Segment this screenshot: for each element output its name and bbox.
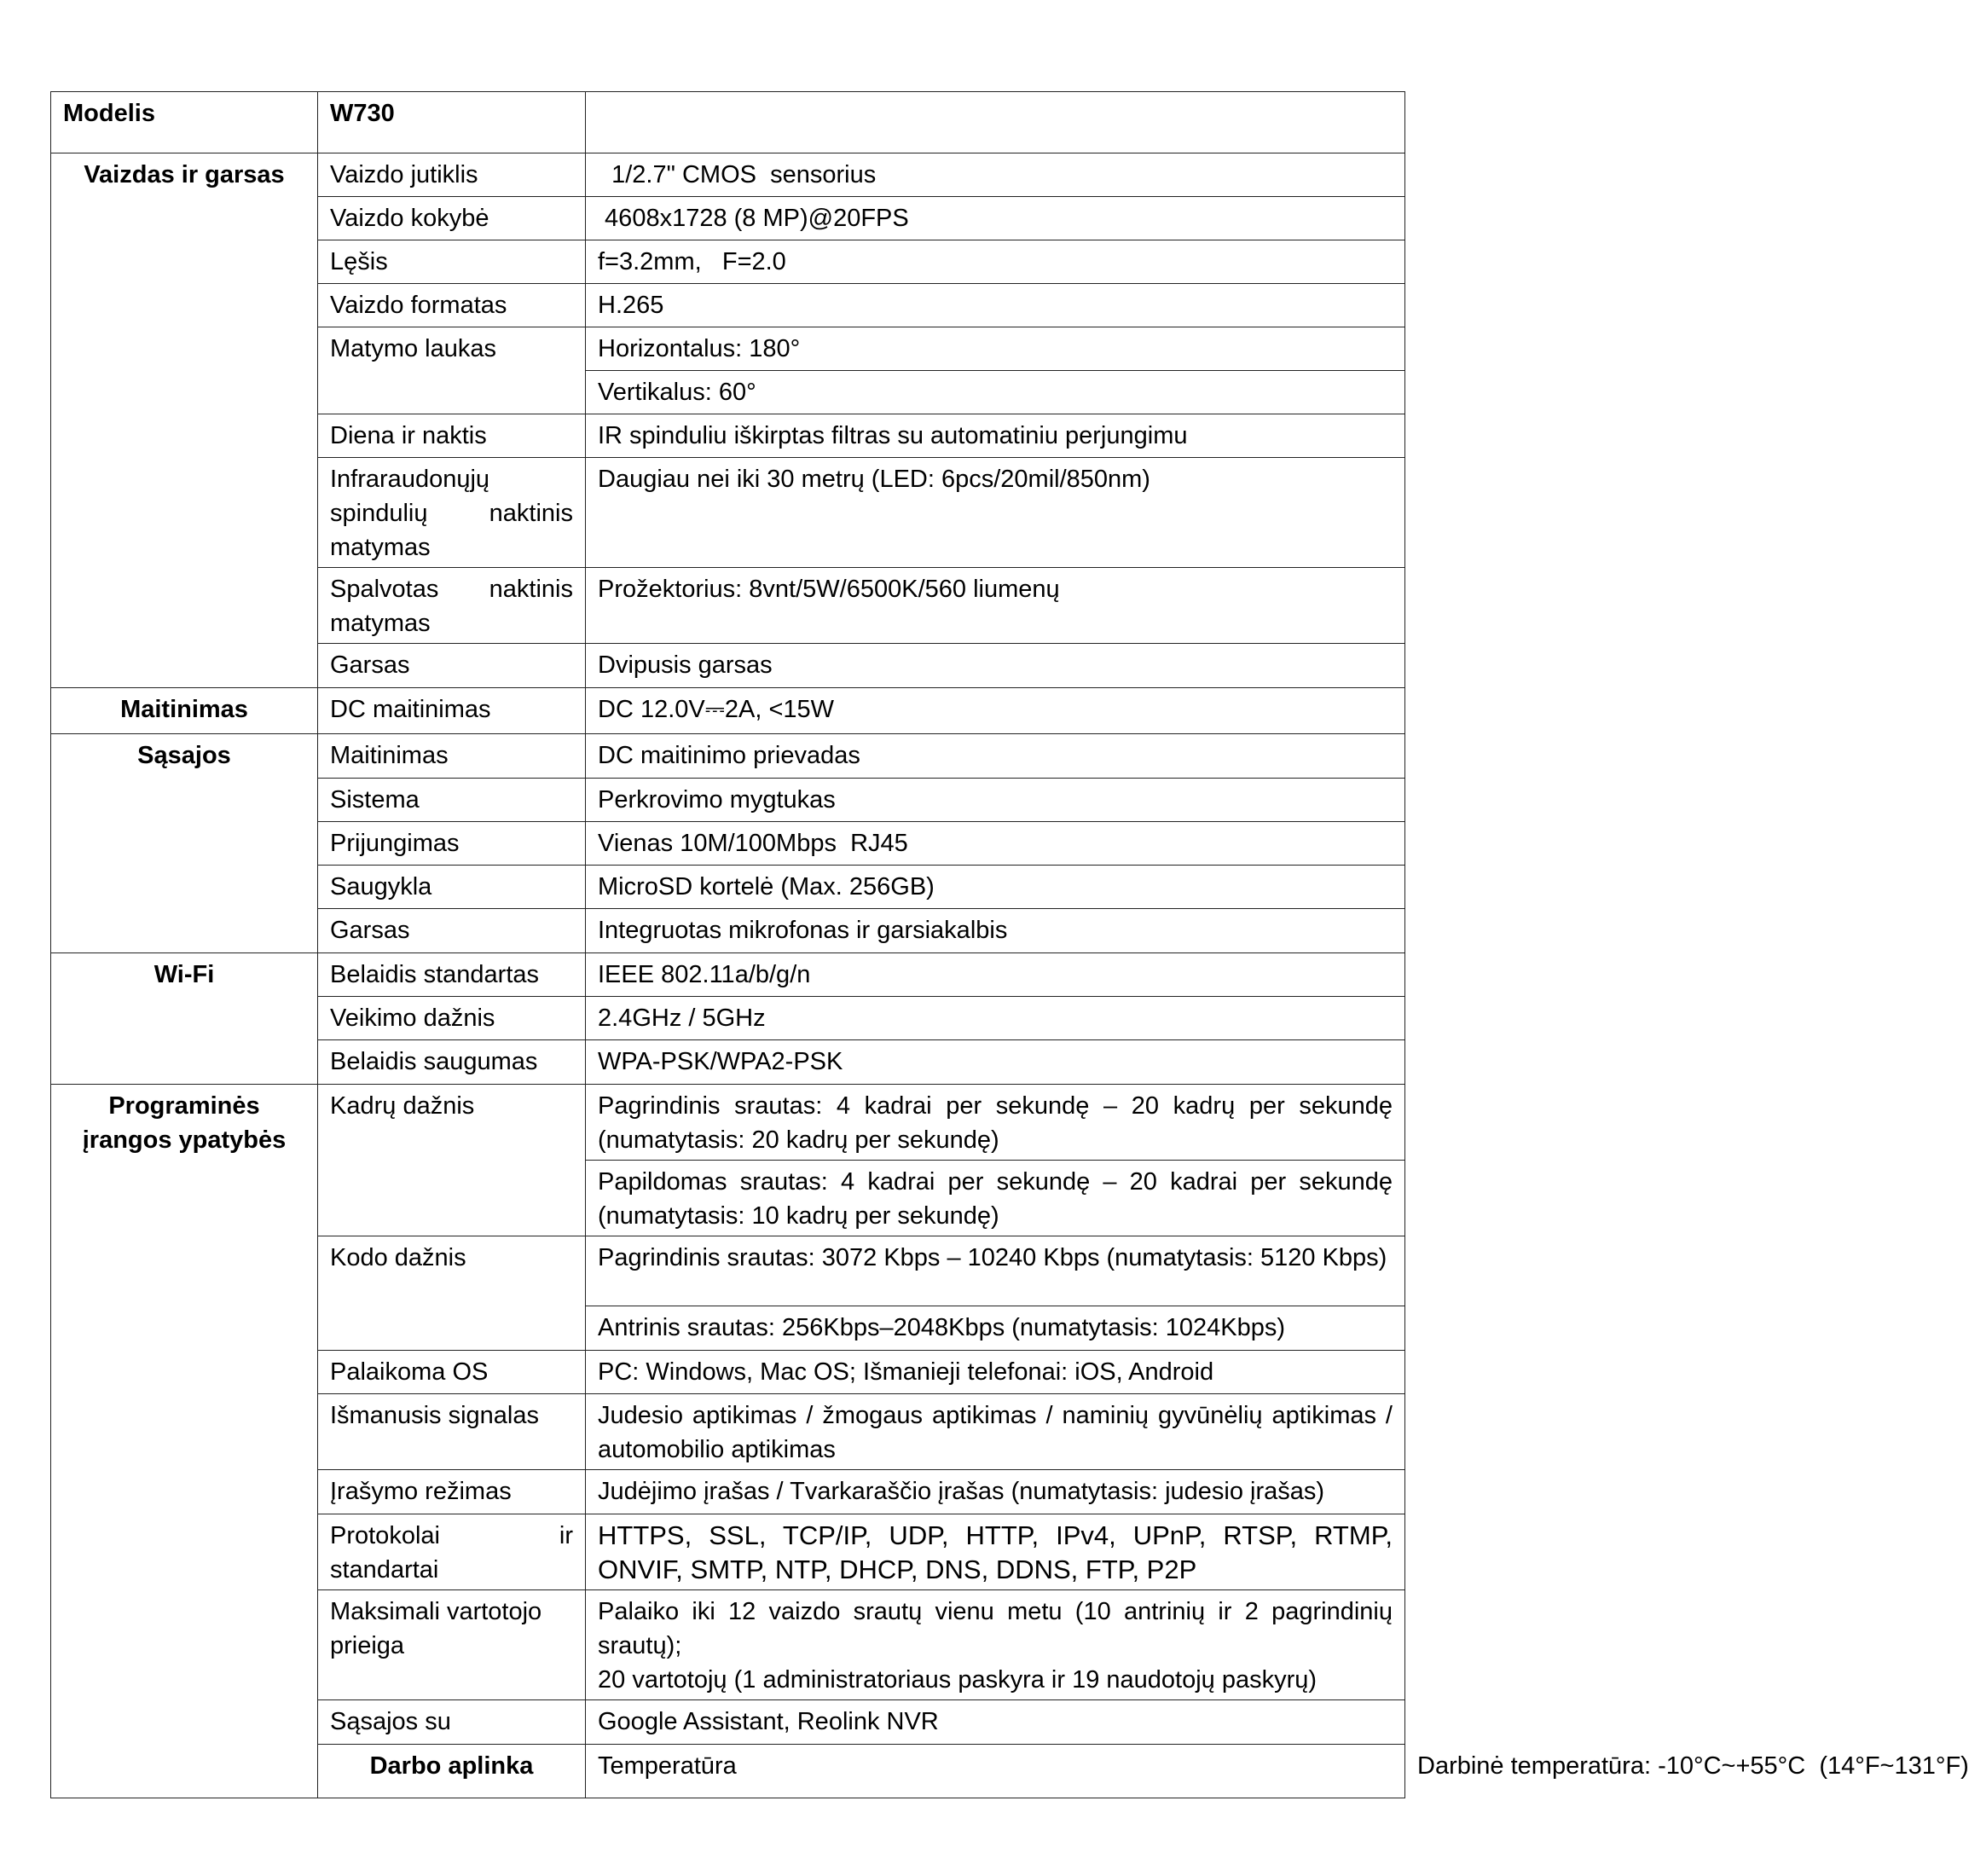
- spec-label: Palaikoma OS: [318, 1351, 586, 1394]
- spec-value: Pagrindinis srautas: 3072 Kbps – 10240 Kbps (numatytasis: 5120 Kbps): [586, 1236, 1405, 1306]
- spec-table: [50, 91, 1969, 1798]
- spec-value: HTTPS, SSL, TCP/IP, UDP, HTTP, IPv4, UPnP, RTSP, RTMP, ONVIF, SMTP, NTP, DHCP, DNS, DDNS, FTP, P2P: [586, 1514, 1405, 1590]
- spec-label: Sistema: [318, 779, 586, 822]
- spec-value-line2: 20 vartotojų (1 administratoriaus paskyra ir 19 naudotojų paskyrų): [598, 1666, 1317, 1694]
- spec-value: Google Assistant, Reolink NVR: [586, 1700, 1405, 1745]
- category-software-line2: įrangos ypatybės: [82, 1126, 287, 1154]
- category-environment: Darbo aplinka: [318, 1745, 586, 1798]
- spec-value: Dvipusis garsas: [586, 644, 1405, 688]
- spec-value: 1/2.7" CMOS sensorius: [586, 153, 1405, 197]
- spec-value: Antrinis srautas: 256Kbps–2048Kbps (numatytasis: 1024Kbps): [586, 1306, 1405, 1351]
- category-software-line1: Programinės: [108, 1092, 260, 1120]
- spec-label: Vaizdo kokybė: [318, 197, 586, 240]
- spec-value-line1: Palaiko iki 12 vaizdo srautų vienu metu (10 antrinių ir 2 pagrindinių srautų);: [598, 1598, 1393, 1659]
- spec-value: H.265: [586, 284, 1405, 327]
- spec-value: f=3.2mm, F=2.0: [586, 240, 1405, 284]
- category-video: Vaizdas ir garsas: [51, 153, 318, 688]
- spec-value: Horizontalus: 180°: [586, 327, 1405, 371]
- spec-label: Prijungimas: [318, 822, 586, 866]
- spec-label: Maitinimas: [318, 734, 586, 779]
- spec-label: Belaidis standartas: [318, 953, 586, 997]
- spec-value: Judėjimo įrašas / Tvarkaraščio įrašas (numatytasis: judesio įrašas): [586, 1470, 1405, 1514]
- spec-label: Saugykla: [318, 866, 586, 909]
- table-row: [51, 734, 1405, 779]
- spec-label: Garsas: [318, 644, 586, 688]
- spec-value: Pagrindinis srautas: 4 kadrai per sekundę – 20 kadrų per sekundę (numatytasis: 20 kadrų per sekundę): [586, 1085, 1405, 1161]
- spec-value: Perkrovimo mygtukas: [586, 779, 1405, 822]
- table-row: [51, 1085, 1405, 1161]
- spec-label: Protokolai ir standartai: [318, 1514, 586, 1590]
- spec-value: DC 12.0V⎓2A, <15W: [586, 688, 1405, 734]
- table-row: [51, 153, 1405, 197]
- spec-label: Sąsajos su: [318, 1700, 586, 1745]
- spec-value: PC: Windows, Mac OS; Išmanieji telefonai: iOS, Android: [586, 1351, 1405, 1394]
- spec-label: Infraraudonųjų spindulių naktinis matymas: [318, 458, 586, 568]
- spec-value: [586, 1590, 1405, 1700]
- spec-label: Temperatūra: [586, 1745, 1405, 1798]
- spec-label: Vaizdo jutiklis: [318, 153, 586, 197]
- spec-label: Garsas: [318, 909, 586, 953]
- spec-label: Įrašymo režimas: [318, 1470, 586, 1514]
- model-extra: [586, 92, 1405, 153]
- spec-label: Vaizdo formatas: [318, 284, 586, 327]
- spec-label: Veikimo dažnis: [318, 997, 586, 1040]
- spec-value: DC maitinimo prievadas: [586, 734, 1405, 779]
- table-row: [51, 92, 1405, 153]
- spec-value: Daugiau nei iki 30 metrų (LED: 6pcs/20mil/850nm): [586, 458, 1405, 568]
- model-value: W730: [318, 92, 586, 153]
- spec-label: Išmanusis signalas: [318, 1394, 586, 1470]
- spec-value: Judesio aptikimas / žmogaus aptikimas / naminių gyvūnėlių aptikimas / automobilio aptikimas: [586, 1394, 1405, 1470]
- spec-label: Lęšis: [318, 240, 586, 284]
- spec-label: Kodo dažnis: [318, 1236, 586, 1351]
- model-label: Modelis: [51, 92, 318, 153]
- category-interfaces: Sąsajos: [51, 734, 318, 953]
- spec-value: Vienas 10M/100Mbps RJ45: [586, 822, 1405, 866]
- table-row: Darbo aplinka Temperatūra Darbinė temperatūra: -10°C~+55°C (14°F~131°F): [51, 1745, 1405, 1798]
- table-row: [51, 953, 1405, 997]
- spec-value: 4608x1728 (8 MP)@20FPS: [586, 197, 1405, 240]
- spec-label: Belaidis saugumas: [318, 1040, 586, 1085]
- category-software: [51, 1085, 318, 1798]
- spec-value: Vertikalus: 60°: [586, 371, 1405, 414]
- spec-value: Integruotas mikrofonas ir garsiakalbis: [586, 909, 1405, 953]
- spec-label: Matymo laukas: [318, 327, 586, 414]
- category-power: Maitinimas: [51, 688, 318, 734]
- table-row: [51, 688, 1405, 734]
- spec-value: WPA-PSK/WPA2-PSK: [586, 1040, 1405, 1085]
- spec-label: Spalvotas naktinis matymas: [318, 568, 586, 644]
- category-wifi: Wi-Fi: [51, 953, 318, 1085]
- spec-label: Kadrų dažnis: [318, 1085, 586, 1236]
- spec-value: Prožektorius: 8vnt/5W/6500K/560 liumenų: [586, 568, 1405, 644]
- spec-label: Diena ir naktis: [318, 414, 586, 458]
- spec-label: Maksimali vartotojo prieiga: [318, 1590, 586, 1700]
- spec-value: IR spinduliu iškirptas filtras su automatiniu perjungimu: [586, 414, 1405, 458]
- spec-value: MicroSD kortelė (Max. 256GB): [586, 866, 1405, 909]
- spec-value: 2.4GHz / 5GHz: [586, 997, 1405, 1040]
- spec-value: Papildomas srautas: 4 kadrai per sekundę – 20 kadrai per sekundę (numatytasis: 10 kadrų per sekundę): [586, 1161, 1405, 1236]
- spec-label: DC maitinimas: [318, 688, 586, 734]
- spec-value: IEEE 802.11a/b/g/n: [586, 953, 1405, 997]
